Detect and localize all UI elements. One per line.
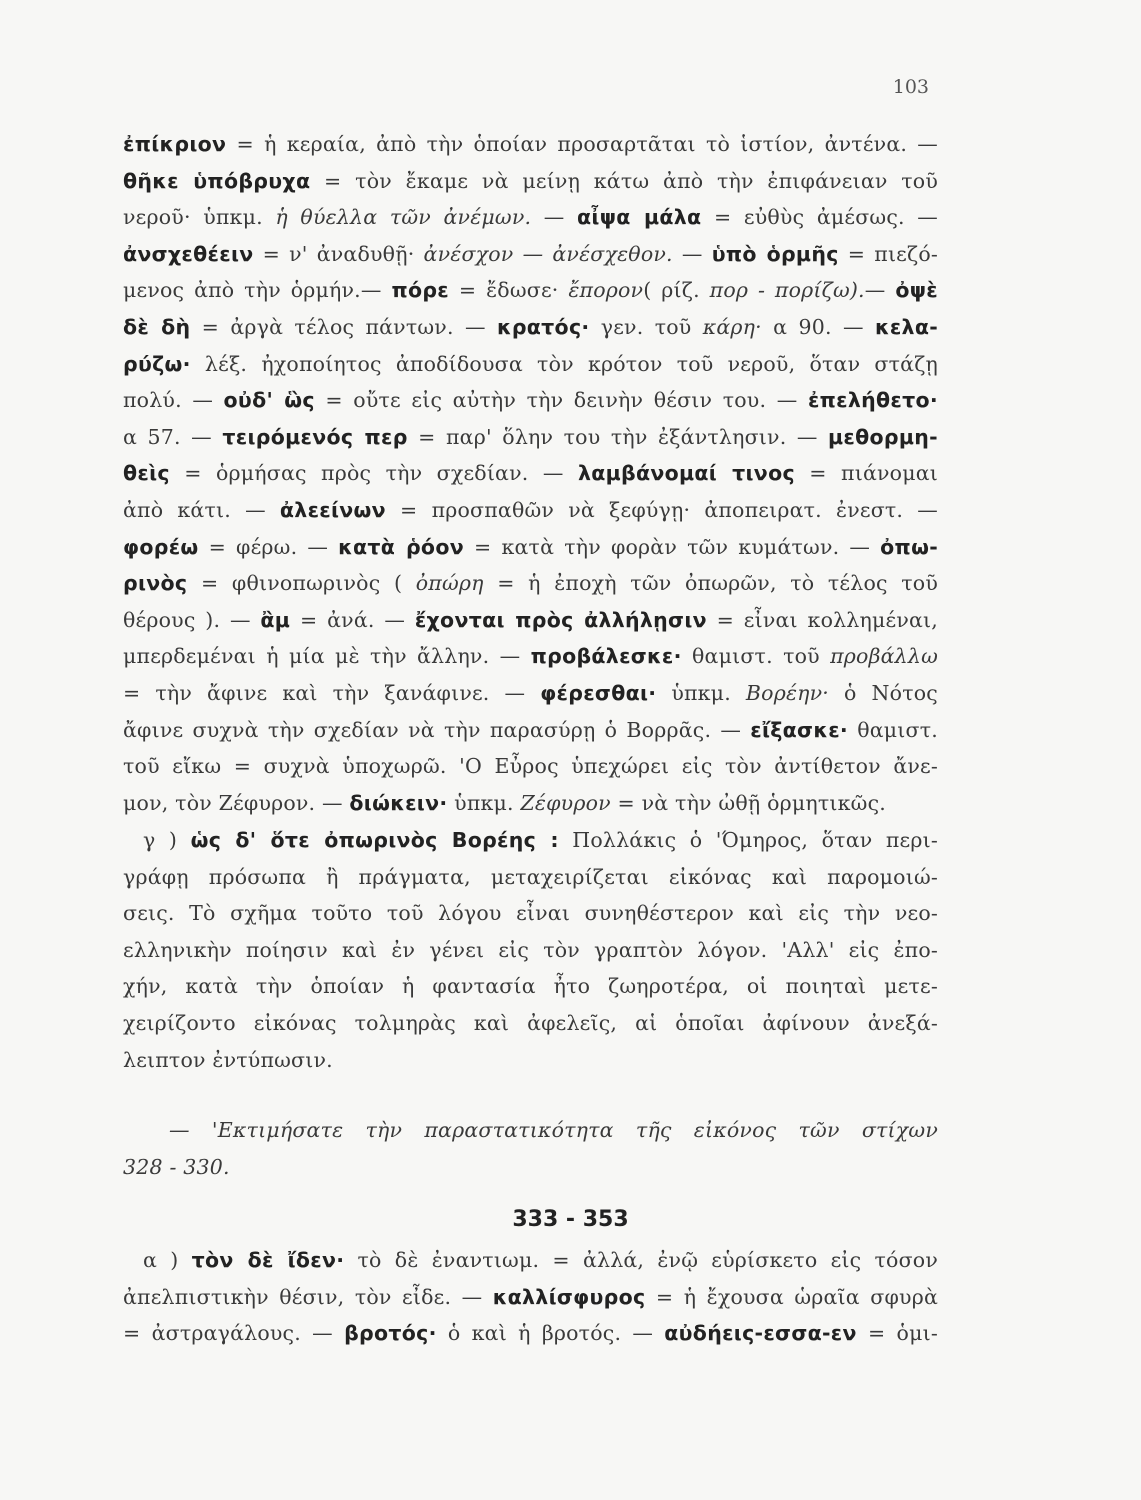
text-run: μον, τὸν Ζέφυρον. — <box>123 790 350 815</box>
text-run: μενος ἀπὸ τὴν ὁρμήν.— <box>123 278 392 303</box>
headword: πόρε <box>391 278 450 303</box>
headword: ὡς δ' ὅτε ὀπωρινὸς Βορέης : <box>190 828 559 852</box>
text-run: ελληνικὴν ποίησιν καὶ ἐν γένει εἰς τὸν γραπτὸν λόγον. 'Αλλ' εἰς ἐπο- <box>123 937 938 962</box>
headword: ρινὸς <box>123 571 188 596</box>
text-line <box>123 346 938 383</box>
text-run: θαμιστ. <box>848 717 938 742</box>
text-run: α ) <box>143 1248 192 1272</box>
text-run: = νὰ τὴν ὠθῇ ὁρμητικῶς. <box>610 790 886 815</box>
text-run: = ἀνά. — <box>290 607 415 632</box>
headword: βροτός· <box>344 1321 437 1346</box>
text-line <box>123 272 938 309</box>
text-run: = πιάνομαι <box>794 461 938 486</box>
text-run: ὑπκμ. <box>447 790 521 815</box>
text-line <box>123 309 938 346</box>
glossary-block-a <box>123 126 938 821</box>
text-line <box>123 675 938 712</box>
text-line <box>123 419 938 456</box>
headword: κελα- <box>874 314 939 339</box>
text-run: = παρ' ὅλην του τὴν ἐξάντλησιν. — <box>407 424 829 449</box>
headword: αὐδήεις-εσσα-εν <box>664 1321 857 1346</box>
text-line <box>123 382 938 419</box>
text-line <box>123 895 938 932</box>
exercise-prompt <box>123 1112 938 1185</box>
text-line <box>123 1242 938 1279</box>
text-run: γεν. τοῦ <box>589 314 703 339</box>
headword: ἂμ <box>260 607 291 632</box>
headword: διώκειν· <box>349 790 448 815</box>
text-run: = τὴν ἄφινε καὶ τὴν ξανάφινε. — <box>123 680 541 705</box>
italic-text: ἀνέσχον — ἀνέσχεθον. <box>423 241 673 266</box>
headword: εἴξασκε· <box>750 717 848 742</box>
text-line <box>123 236 938 273</box>
text-run: γ ) <box>143 828 191 852</box>
italic-text: ἔπορον <box>568 278 644 303</box>
text-run: = ἀστραγάλους. — <box>123 1321 345 1346</box>
headword: καλλίσφυρος <box>492 1284 646 1309</box>
headword: ρύζω· <box>123 351 191 376</box>
headword: ὑπὸ ὁρμῆς <box>711 241 839 266</box>
headword: θῆκε ὑπόβρυχα <box>123 168 311 193</box>
headword: οὐδ' ὣς <box>223 388 315 413</box>
text-run: νεροῦ· ὑπκμ. <box>123 205 276 230</box>
headword: ἔχονται πρὸς ἀλλήλῃσιν <box>414 607 707 632</box>
headword: δὲ δὴ <box>123 314 191 339</box>
text-run: — <box>531 205 578 230</box>
text-run: μπερδεμέναι ἡ μία μὲ τὴν ἄλλην. — <box>123 644 531 669</box>
text-run: — <box>864 278 896 303</box>
headword: ὀψὲ <box>895 278 938 303</box>
text-run: ἀπὸ κάτι. — <box>123 497 280 522</box>
headword: τὸν δὲ ἴδεν· <box>191 1248 345 1272</box>
italic-text: Ζέφυρον <box>520 790 611 815</box>
text-line <box>123 602 938 639</box>
text-run: τοῦ εἴκω = συχνὰ ὑποχωρῶ. 'Ο Εὖρος ὑπεχώρει εἰς τὸν ἀντίθετον ἄνε- <box>123 754 938 779</box>
text-run: ὁ καὶ ἡ βροτός. — <box>436 1321 665 1346</box>
text-line <box>123 126 938 163</box>
text-run: λειπτον ἐντύπωσιν. <box>123 1047 333 1072</box>
text-run: = οὔτε εἰς αὐτὴν τὴν δεινὴν θέσιν του. — <box>314 388 808 413</box>
text-run: = πιεζό- <box>838 241 938 266</box>
text-line <box>123 638 938 675</box>
text-run: γράφῃ πρόσωπα ἢ πράγματα, μεταχειρίζεται εἰκόνας καὶ παρομοιώ- <box>123 864 938 889</box>
italic-text: Βορέην· <box>745 680 830 705</box>
text-line <box>123 859 938 896</box>
text-run: = ὁμι- <box>856 1321 938 1346</box>
text-line <box>123 455 938 492</box>
text-run: — <box>672 241 712 266</box>
text-line <box>123 199 938 236</box>
text-run: = εἶναι κολλημέναι, <box>706 607 938 632</box>
headword: κατὰ ῥόον <box>338 534 464 559</box>
text-run: = εὐθὺς ἀμέσως. — <box>701 205 938 230</box>
text-line <box>123 932 938 969</box>
text-run: = ἡ ἐποχὴ τῶν ὀπωρῶν, τὸ τέλος τοῦ <box>483 571 938 596</box>
italic-text: ἡ θύελλα τῶν ἀνέμων. <box>275 205 532 230</box>
text-run: = ἡ κεραία, ἀπὸ τὴν ὁποίαν προσαρτᾶται τὸ ἱστίον, ἀντένα. — <box>226 132 938 156</box>
text-run: = κατὰ τὴν φορὰν τῶν κυμάτων. — <box>463 534 881 559</box>
headword: ὀπω- <box>880 534 938 559</box>
headword: φορέω <box>123 534 199 559</box>
text-line <box>123 529 938 566</box>
text-run: = ἡ ἔχουσα ὡραῖα σφυρὰ <box>645 1284 938 1309</box>
headword: φέρεσθαι· <box>540 680 657 705</box>
text-run: = φέρω. — <box>198 534 339 559</box>
text-run: πολύ. — <box>123 388 224 413</box>
headword: ἀνσχεθέειν <box>123 241 254 266</box>
text-run: = ν' ἀναδυθῇ· <box>253 241 424 266</box>
italic-text: πορ - πορίζω). <box>709 278 865 303</box>
text-line <box>123 565 938 602</box>
headword: ἐπίκριον <box>123 132 227 156</box>
headword: αἶψα μάλα <box>577 205 702 230</box>
text-run: = τὸν ἔκαμε νὰ μείνῃ κάτω ἀπὸ τὴν ἐπιφάνειαν τοῦ <box>310 168 938 193</box>
text-run: = φθινοπωρινὸς ( <box>187 571 416 596</box>
text-line <box>123 1005 938 1042</box>
text-run: = ἔδωσε· <box>449 278 569 303</box>
text-line <box>123 712 938 749</box>
glossary-block-b <box>123 1242 938 1352</box>
text-line <box>123 163 938 200</box>
text-line <box>123 748 938 785</box>
italic-text: προβάλλω <box>830 644 938 669</box>
headword: λαμβάνομαί τινος <box>577 461 795 486</box>
text-run: θέρους ). — <box>123 607 261 632</box>
text-run: τὸ δὲ ἐναντιωμ. = ἀλλά, ἐνῷ εὑρίσκετο εἰς τόσον <box>344 1248 938 1272</box>
text-line <box>123 1149 938 1186</box>
headword: θεὶς <box>123 461 170 486</box>
text-line <box>123 1112 938 1149</box>
italic-text: — 'Εκτιμήσατε τὴν παραστατικότητα τῆς εἰκόνος τῶν στίχων <box>169 1118 938 1142</box>
page-number: 103 <box>892 76 929 98</box>
text-run: = ἀργὰ τέλος πάντων. — <box>190 314 497 339</box>
text-run: χειρίζοντο εἰκόνας τολμηρὰς καὶ ἀφελεῖς, αἱ ὁποῖαι ἀφίνουν ἀνεξά- <box>123 1010 938 1035</box>
headword: μεθορμη- <box>828 424 938 449</box>
text-run: ἄφινε συχνὰ τὴν σχεδίαν νὰ τὴν παρασύρῃ ὁ Βορρᾶς. — <box>123 717 751 742</box>
text-run: ὑπκμ. <box>656 680 746 705</box>
text-line <box>123 492 938 529</box>
text-line <box>123 822 938 859</box>
headword: προβάλεσκε· <box>530 644 682 669</box>
paragraph-gamma <box>123 822 938 1078</box>
text-run: = ὁρμήσας πρὸς τὴν σχεδίαν. — <box>169 461 578 486</box>
text-line <box>123 968 938 1005</box>
headword: κρατός· <box>496 314 590 339</box>
text-run: χήν, κατὰ τὴν ὁποίαν ἡ φαντασία ἦτο ζωηροτέρα, οἱ ποιηταὶ μετε- <box>123 974 938 999</box>
headword: τειρόμενός περ <box>222 424 408 449</box>
headword: ἐπελήθετο· <box>807 388 938 413</box>
text-line <box>123 1042 938 1079</box>
text-run: Πολλάκις ὁ 'Όμηρος, ὅταν περι- <box>558 828 938 852</box>
italic-text: 328 - 330. <box>123 1154 230 1179</box>
text-run: σεις. Τὸ σχῆμα τοῦτο τοῦ λόγου εἶναι συνηθέστερον καὶ εἰς τὴν νεο- <box>123 901 938 926</box>
section-heading: 333 - 353 <box>512 1207 629 1232</box>
text-run: ( ρίζ. <box>643 278 710 303</box>
text-line <box>123 785 938 822</box>
italic-text: ὀπώρη <box>415 571 484 596</box>
text-run: ἀπελπιστικὴν θέσιν, τὸν εἶδε. — <box>123 1284 493 1309</box>
text-run: α 90. — <box>761 314 875 339</box>
text-run: α 57. — <box>123 424 223 449</box>
headword: ἀλεείνων <box>279 497 386 522</box>
italic-text: κάρη· <box>702 314 762 339</box>
text-run: θαμιστ. τοῦ <box>681 644 831 669</box>
text-run: = προσπαθῶν νὰ ξεφύγῃ· ἀποπειρατ. ἐνεστ. — <box>385 497 938 522</box>
text-line <box>123 1279 938 1316</box>
text-line <box>123 1315 938 1352</box>
text-run: ὁ Νότος <box>829 680 938 705</box>
text-run: λέξ. ἠχοποίητος ἀποδίδουσα τὸν κρότον τοῦ νεροῦ, ὅταν στάζῃ <box>190 351 938 376</box>
